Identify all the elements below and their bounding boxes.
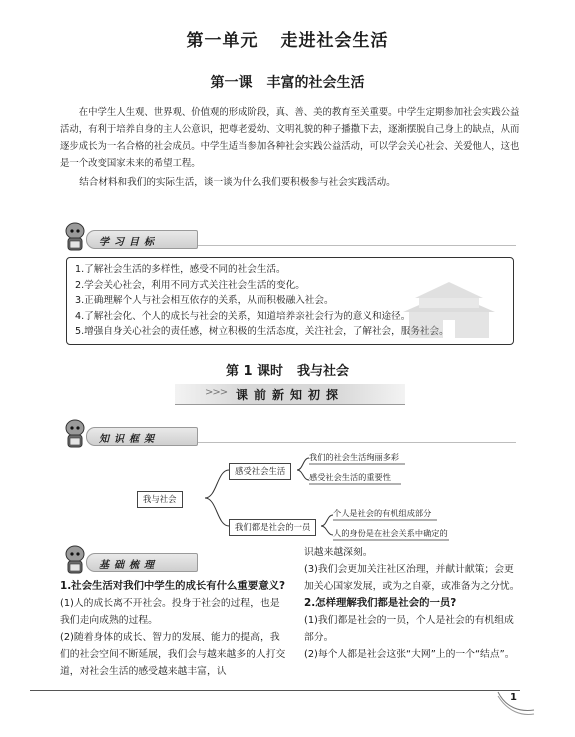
unit-label: 第一单元 xyxy=(186,31,259,51)
mindmap-leaf: 个人是社会的有机组成部分 xyxy=(333,508,432,518)
mindmap-leaf: 感受社会生活的重要性 xyxy=(309,472,391,482)
unit-name: 走进社会生活 xyxy=(280,31,389,51)
mindmap-leaf: 我们的社会生活绚丽多彩 xyxy=(309,452,400,462)
page-number-badge xyxy=(496,690,536,720)
intro-task: 结合材料和我们的实际生活，谈一谈为什么我们要积极参与社会实践活动。 xyxy=(79,177,396,188)
review-right-column xyxy=(304,544,522,663)
goals-badge-label: 学习目标 xyxy=(99,237,159,248)
question: 2.怎样理解我们都是社会的一员? xyxy=(304,597,457,609)
goals-badge xyxy=(60,221,516,253)
footer-rule xyxy=(30,690,520,691)
review-left-column xyxy=(60,578,288,680)
framework-badge-label: 知识框架 xyxy=(99,434,159,445)
intro-section xyxy=(60,104,520,191)
goal-item: 3.正确理解个人与社会相互依存的关系，从而积极融入社会。 xyxy=(75,295,334,307)
mindmap-leaf: 人的身份是在社会关系中确定的 xyxy=(333,528,448,538)
answer: (2)随着身体的成长、智力的发展、能力的提高，我们的社会空间不断延展，我们会与越来越多的人打交道，对社会生活的感受越来越丰富，认 xyxy=(60,632,286,677)
lesson-name: 丰富的社会生活 xyxy=(266,75,365,91)
knowledge-mindmap xyxy=(136,450,452,548)
framework-badge xyxy=(60,418,516,450)
unit-title xyxy=(0,26,575,51)
page-number: 1 xyxy=(510,692,517,703)
review-badge xyxy=(60,544,296,576)
banner-text: 课前新知初探 xyxy=(235,388,344,402)
goal-item: 2.学会关心社会，利用不同方式关注社会生活的变化。 xyxy=(75,279,305,291)
answer: (2)每个人都是社会这张“大网”上的一个“结点”。 xyxy=(304,649,515,660)
answer: (1)我们都是社会的一员，个人是社会的有机组成部分。 xyxy=(304,615,514,643)
lesson-title xyxy=(0,72,575,92)
period-name: 我与社会 xyxy=(297,364,350,379)
lesson-label: 第一课 xyxy=(210,75,253,91)
section-banner xyxy=(175,384,405,404)
goals-box xyxy=(66,257,514,345)
mindmap-root: 我与社会 xyxy=(137,491,183,508)
answer: (1)人的成长离不开社会。投身于社会的过程，也是我们走向成熟的过程。 xyxy=(60,598,280,626)
answer: 识越来越深刻。 xyxy=(304,547,373,558)
goal-item: 1.了解社会生活的多样性，感受不同的社会生活。 xyxy=(75,264,286,275)
answer: (3)我们会更加关注社区治理，并献计献策；会更加关心国家发展，或为之自豪，或准备为之分忧。 xyxy=(304,564,520,592)
review-badge-label: 基础梳理 xyxy=(99,560,159,571)
goal-item: 4.了解社会化、个人的成长与社会的关系，知道培养亲社会行为的意义和途径。 xyxy=(75,310,411,322)
question: 1.社会生活对我们中学生的成长有什么重要意义? xyxy=(60,580,286,592)
period-title xyxy=(0,360,575,379)
tiananmen-watermark-icon xyxy=(389,262,509,342)
period-label: 第 1 课时 xyxy=(225,364,284,379)
goal-item: 5.增强自身关心社会的责任感，树立积极的生活态度，关注社会，了解社会，服务社会。 xyxy=(75,326,449,338)
intro-paragraph: 在中学生人生观、世界观、价值观的形成阶段，真、善、美的教育至关重要。中学生定期参加社会实践公益活动，有利于培养自身的主人公意识，把尊老爱幼、文明礼貌的种子播撒下去，逐渐摆脱自己身上的缺点，从而逐步成长为一名合格的社会成员。中学生适当参加各种社会实践公益活动，可以学会关心社会、关爱他人，这也是一个改变国家未来的希望工程。 xyxy=(60,107,520,169)
mindmap-branch: 我们都是社会的一员 xyxy=(229,519,316,536)
mindmap-branch: 感受社会生活 xyxy=(229,463,291,480)
banner-arrows-icon: >>> xyxy=(205,387,228,398)
